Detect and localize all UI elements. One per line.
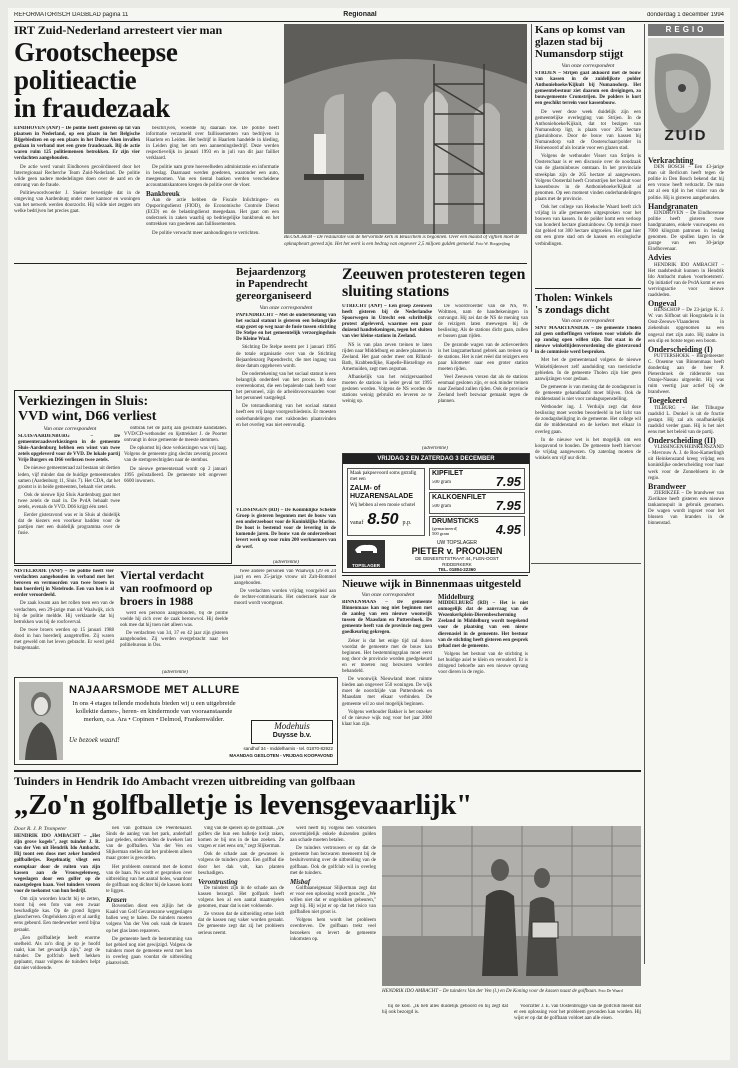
a7-headline: Nieuwe wijk in Binnenmaas uitgesteld bbox=[342, 578, 522, 590]
ad1-item-3: DRUMSTICKS (gemarineerd) 500 gram 4.95 bbox=[429, 516, 525, 536]
a7-col-1: BINNENMAAS – De gemeente Binnenmaas kan nog niet beginnen met de aanleg van een nieuwe woonwijk tussen de Maasdam en Puttershoek. De gemeente heeft van de provincie nog geen goedkeuring gekregen. Zeker is dat het enige tijd zal duren voordat de gemeente met de bouw kan beginnen. Het bestemmingsplan moet eerst nog door de provincie worden goedgekeurd en er moeten nog bezwaren worden behandeld. De woonwijk Nieuwland moet ruimte bieden aan ongeveer 550 woningen. De wijk moet de noordzijde van Puttershoek en Maasdam met elkaar verbinden. De gemeente wil zo snel mogelijk beginnen. Volgens wethouder Bakker is het onzeker of de nieuwe wijk nog voor het jaar 2000 klaar kan zijn. bbox=[342, 600, 432, 727]
a2-headline: Kans op komst van glazen stad bij Numansdorp stijgt bbox=[535, 24, 626, 60]
church-interior-illustration bbox=[284, 24, 527, 234]
modehuis-logo: Modehuis Duysse b.v. bbox=[251, 720, 333, 744]
a4-col-1: UTRECHT (ANP) – Een groep Zeeuwen heeft gisteren bij de Nederlandse Spoorwegen in Utrecht een schriftelijk protest afgeleverd, waarmee een paar duizend handtekeningen, tegen het sluiten van vier kleine stations in Zeeland. NS is van plan zeven treinen te laten rijden naar Middelburg en andere plaatsen in Zeeland. Het gaat onder meer om Rilland-Bath, Krabbendijke, Kapelle-Biezelinge en Arnemuiden, zegt men zegsman. Afhankelijk van het reizigersaanbod moeten de stations in ieder geval tot 1995 gesloten worden. Volgens de NS worden de stations weinig gebruikt en leveren ze te weinig op. bbox=[342, 304, 432, 405]
zuid-label: ZUID bbox=[664, 127, 708, 144]
a2-byline: Van onze correspondent bbox=[561, 63, 615, 69]
a3-byline: Van onze correspondent bbox=[259, 305, 313, 311]
sidebar-news: Verkrachting DEN BOSCH – Een 43-jarige man uit Berlicum heeft tegen de politie in Den Bosch bekend dat hij een vrouw heeft verkracht. De man zat al een tijd in het vizier van de politie. Hij is gisteren aangehouden. Handgranaten EINDHOVEN – De Eindhovense politie heeft gisteren twee handgranaten, enkele vuurwapens en 7000 kilogram patronen in beslag genomen. De spullen lagen in de garage van een 30-jarige Eindhovenaar. Advies HENDRIK IDO AMBACHT – Het raadsbesluit kunnen in Hendrik Ido Ambacht maken 'voorboetstem'. Op initiatief van de PvdA komt er een wervingsactie voor nieuwe raadsleden. Ongeval BENSCHOP – De 23-jarige K. J. W. van Silfhout uit Hoograkela is in Oost-Zeeuws-Vlaanderen in ziekenhuis opgenomen na een ongeval met zijn auto. Hij raakte in een slip en botste tegen een boom. Onderscheiding (I) PUTTERSHOEK – Burgemeester C. Onsenne van Binnenmaas heeft donderdag aan de heer P. Pietersbroek de ridderorde van Oranje-Nassau uitgereikt. Hij was ruim veertig jaar actief bij de brandweer. Toegekeerd TILBURG – Het Tilburgse raadslid L. Donkel is uit de fractie gestapt. Hij zal als onafhankelijk raadslid verder gaan. Hij is het niet eens met het beleid van de partij. Onderscheiding (II) VLISSINGEN/HEINKENSZAND – Mevrouw A. J. de Roo-Kamerlingh uit Heinkenszand kreeg vrijdag een koninklijke onderscheiding voor haar werk voor de Zonnebloem in de regio. Brandweer ZIERIKZEE – De brandweer van Zierikzee heeft gisteren een nieuwe tankautospuit in gebruik genomen. De wagen wordt ingezet voor het blussen van branden in de binnenstad. bbox=[648, 156, 724, 527]
photo2-caption: HENDRIK IDO AMBACHT – De tuinders Van der Ven (l.) en De Koning voor de kassen naast de golfbaan. Foto De Waard bbox=[382, 988, 623, 994]
a10-kicker: Tuinders in Hendrik Ido Ambacht vrezen uitbreiding van golfbaan bbox=[14, 775, 356, 788]
ad2-hours: MAANDAG GESLOTEN - VRIJDAG KOOPAVOND bbox=[229, 753, 333, 758]
header-left: REFORMATORISCH DAGBLAD pagina 11 bbox=[14, 12, 129, 18]
newspaper-page bbox=[8, 8, 730, 1060]
regio-banner: REGIO bbox=[648, 24, 724, 36]
a1-kicker: IRT Zuid-Nederland arresteert vier man bbox=[14, 24, 223, 37]
a9-col-3: twee andere personen van Waalwijk (29 en 24 jaar) en een 25-jarige vrouw uit Zalt-Bommel aangehouden. De verdachten worden vrijdag voorgeleid aan de rechter-commissaris. Het onderzoek naar de moord wordt voortgezet. bbox=[234, 569, 336, 607]
ad1-salad-price: 8.50 bbox=[367, 511, 399, 528]
header-right: donderdag 1 december 1994 bbox=[646, 12, 724, 18]
header-center: Regionaal bbox=[343, 11, 377, 18]
ad2-cta: Ue bezoek waard! bbox=[69, 736, 120, 744]
a5-byline: Van onze correspondent bbox=[43, 426, 97, 432]
a10-col-2: nen van golfbaan De Peerdenaard. Sinds de aanleg van het park, anderhalf jaar geleden, ondervinden de kwekers last van de golfballen. Van der Ven en Slijkerman stellen dat het probleem alleen maar groter is geworden. Het probleem ontstond met de komst van de baan. Nu wordt er gesproken over uitbreiding van het aantal holes, waardoor de golfbaan nog dichter bij de kassen komt te liggen. Krasen Bovendien dient een zijlijn het de Kaaid van Golf Gevarenzone weggeslagen ballen weg te halen. De tuinders moeten volgens Van der Ven ook vaak de krasen op het glas laten repareren. De gemeente heeft de bestemming van het gebied nog niet gewijzigd. Volgens de tuinders moet de gemeente eerst met hen in overleg gaan voordat de uitbreiding plaatsvindt. bbox=[106, 826, 192, 966]
church-interior-photo bbox=[284, 24, 527, 234]
tuinders-photo bbox=[382, 826, 641, 986]
a5-headline: Verkiezingen in Sluis: VVD wint, D66 verliest bbox=[18, 394, 157, 424]
header-rule bbox=[14, 21, 724, 22]
a4-col-2: De woordvoerder van de NS, W. Woltmen, nam de handtekeningen in ontvangst. Hij zei dat de NS de mening van de reizigers laten meewegen bij de beslissing. Als de stations dicht gaan, zullen er bussen gaan rijden. De gezonde wagen van de actievoerders is het langzamerhand gebrek aan treinen op de stations. Het is niet reëel dat reizigers een paar kilometer naar een groter station moeten rijden. Veel Zeeuwen vrezen dat als de stations eenmaal gesloten zijn, er ook minder treinen naar Zeeland zullen rijden. Ook de provincie Zeeland heeft bezwaar gemaakt tegen de plannen. bbox=[438, 304, 528, 405]
a10-col-3: ving van de spelers op de golfbaan. „De golfers die hun een balletje kwijt raken, komen ze bij ons in de kas zoeken. Ze vragen er niet eens om," zegt Slijkerman. Ook de schade aan de gewassen is volgens de tuinders groot. Een golfbal die door het dak valt, kan planten beschadigen. Verontrusting De tuinders zijn in de schade aan de kassen bezorgd. Het golfpark heeft volgens hen al een aantal maatregelen genomen, maar dat is niet voldoende. Ze vrezen dat de uitbreiding ertoe leidt dat de kassen nog vaker worden geraakt. De gemeente zegt dat zij het probleem serieus neemt. bbox=[198, 826, 284, 936]
ad1-store: UW TOPSLAGER PIETER v. PROOIJEN DE GENESTETSTRAAT 44, FLEN-OOST RIDDERKERK TEL. 01804-22360 bbox=[411, 540, 503, 572]
a8-headline: Tholen: Winkels 's zondags dicht bbox=[535, 292, 613, 316]
ad1-price-list bbox=[429, 468, 525, 536]
a1-col-1: EINDHOVEN (ANP) – De politie heeft gisteren op tal van plaatsen in Nederland, op een plaats in het Belgische Rijgebiedzen en op een plaats in het Duitse Aken invallen gedaan in verband met een grote fraudezaak. Bij de actie waren ruim 125 politiemensen betrokken. Er zijn vier verdachten aangehouden. De actie werd vanuit Eindhoven gecoördineerd door het Interregionaal Recherche Team Zuid-Nederland. De politie wilde geen nadere mededelingen doen over de aard en de omvang van de fraude. Politiewoordvoerder J. Sneker bevestigde dat in de omgeving van Aardenburg onder meer kantoor en woningen van het netwerk werden doorzocht. Hij wilde niet zeggen om welke bedrijven het precies gaat. bbox=[14, 126, 140, 215]
ad2-text: In ons 4 etages tellende modehuis bieden wij u een uitgebreide kollektie dames-, heren- en kindermode van vooraanstaande merken, o.a. Ara • Copinen • Delmod, Frankenwälder. bbox=[72, 700, 236, 723]
ad1-item-1: KIPFILET 500 gram 7.95 bbox=[429, 468, 525, 490]
modehuis-ad[interactable] bbox=[14, 677, 338, 765]
a8-byline: Van onze correspondent bbox=[561, 318, 615, 324]
a10-col-5: hij de kost. „Ik heb alles duidelijk gehoord en hij zegt dat hij ook bezorgd is. bbox=[382, 1004, 508, 1016]
ad1-badge: (advertentie) bbox=[422, 446, 448, 451]
a2-body: STRIJEN – Strijen gaat akkoord met de bouw van kassen in de zuidelijkste polder Anthoniehoeke/Kijkuit bij Numansdorp. Het gemeentebestuur ziet daarom een dreigingen, zo bouwgemeente Cromstrijen. De polders is kort een geschikt terrein voor kassenbouw. De weer deze week duidelijk zijn een gemeentelijke overlegging van Strijen. In de Anthoniehoeke/Kijkuit, dat tot bezigen van Numansdorp ligt, is plaats voor 265 hectare glastuinbouw. Door de bouw van kassen bij Numansdorp valt de Oosterschaar/polder in Heinenoord af als locatie voor een glazen stad. Volgens de wethouder Visser van Strijen is Oosterschaar is er een discussie over de noodzaak van de glastuinbouw ontstaan. In het provinciale streekplan zijn de 265 hectare al aangewezen. Volgens Oosterdal heeft Cromstrijen het besluit voor kassenbouw in de Anthoniehoeke/Kijkuit al genomen. Op een moment vinden onderhandelingen plaats met de provincie. Ook het college van Hoeksche Waard heeft zich vrijdag in alle gemeenten uitgesproken voor het bouwen van kassen. In de polder komt een verloop van honderd hectare glastuinbouw. Op termijn moet dat gebied tot 300 hectare uitgroeien. Het gaat hier om een grote stad om de kassen en ecologische verbindingen. bbox=[535, 71, 641, 247]
a1-col-2: beschrijven, woedde hij daaraan toe. De politie heeft informatie verzameld over faillissementen van bedrijven in Haarlem en Leiden. Het bedrijf in Haarlem handelde in kleding, in Leiden ging het om een aannemingsbedrijf. Deze werden respectievelijk in januari 1993 en in juli van dit jaar failliet verklaard. De politie nam grote hoeveelheden administratie en informatie in beslag. Daarnaast werden goederen, waaronder een auto, meegenomen. Van een tiental banken werden verscheidene accountantskantoren kregen de politie over de vloer. Bankbreuk Aan de actie hebben de Fiscale Inlichtingen- en Opsporingsdienst (FIOD), de Economische Controle Dienst (ECD) en de belastingdienst meegedaan. Het gaat om een onderzoek in zaken waarbij op bedriegelijke bankbreuk en het onttrekken van goederen aan faillissementen. De politie verwacht meer aanhoudingen te verrichten. bbox=[146, 126, 279, 236]
a6-body: VLISSINGEN (RD) – De Koninklijke Schelde Groep is gisteren begonnen met de bouw van een onderzeeboot voor de Koninklijke Marine. De boot is bestemd voor de levering in de komende jaren. De bouw van de onderzeeboot levert werk op voor ruim 200 werknemers van de werf. bbox=[236, 508, 336, 550]
ad1-deal-salad: Maak pakpsevoord soms gstrafig met een ZALM- of HUZARENSALADE Wij hebben al een mooie schotel vanaf 8.50 p.p. bbox=[347, 468, 425, 536]
a10-col-4: werd heeft bij volgens hen volkomen onvermijdelijk enkele duizenden gulden aan schade moeten betalen. De tuinders vertrouwen er op dat de gemeente hun bezwaren meeneemt bij de besluitvorming over de uitbreiding van de golfbaan. Ook de golfclub wil in overleg met de tuinders. Misbaf Golfbaaneigenaar Slijkerman zegt dat er voor een oplossing wordt gezocht. „We willen niet dat er ongelukken gebeuren," zegt hij. Hij wijst er op dat het risico van golfballen niet groot is. Volgens hem wordt het probleem overdreven. De golfbaan trekt veel bezoekers en levert de gemeente inkomsten op. bbox=[290, 826, 376, 942]
ad2-address: sandhof 34 - middelharnis - tel. 01870-82922 bbox=[243, 746, 333, 751]
a6-ad-note: (advertentie) bbox=[273, 560, 299, 565]
a3-body: PAPENDRECHT – Met de ondertekening van het sociaal statuut is gisteren een belangrijke stap gezet op weg naar de fusie tussen stichting De Stelpe en het gemeentelijk verzorgingshuis De Kleine Waal. Stichting De Stelpe neemt per 1 januari 1995 de totale organisatie over van de Stichting Bejaardenzorg Papendrecht, die met ingang van deze datum opgeheven wordt. De ondertekening van het sociaal statuut is een belangrijk onderdeel van het proces. In deze overeenkomst, die een bepalende taak heeft voor het personeel, zijn de arbeidsvoorwaarden voor het personeel vastgelegd. De totstandkoming van het sociaal statuut heeft een vrij lange voorgeschiedenis. Er moesten onderhandelingen met vakbonden plaatsvinden en het overleg was niet eenvoudig. bbox=[236, 313, 336, 428]
a10-col-1: Door R. J. P. Trompeter HENDRIK IDO AMBACHT – „Het zijn grove kogels", zegt tuinder J. R. van der Ven uit Hendrik Ido Ambacht. Hij toont een doos met zeker honderd golfballetjes. Regelmatig vliegt een exemplaar door de ruiten van zijn kassen aan de Vrouwgelenweg, wegeslagen door een golfer op de naastgelegen baan. Veel tuinders vrezen voor de toekomst van hun bedrijf. Om zijn woorden kracht bij te zetten, toont hij een foto van een zwaar beschadigde kas. Op de grond liggen glasscherven. Ongelukken zijn er al aardig eens gebeurd. Een medewerker werd bijna geraakt. „Een golfballetje heeft enorme snelheid. Als zo'n ding je op je hoofd raakt, kan het gevaarlijk zijn," zegt de tuinder. De golfclub heeft hekken geplaatst, maar volgens de tuinders helpt dat niet voldoende. bbox=[14, 826, 100, 972]
greenhouse-men-illustration bbox=[382, 826, 641, 986]
a10-headline: „Zo'n golfballetje is levensgevaarlijk" bbox=[14, 790, 472, 820]
topslager-logo: TOPSLAGER bbox=[347, 540, 385, 568]
cow-icon bbox=[347, 540, 385, 558]
photo1-caption: BEUSICHEM – De restauratie van de hervormde kerk in Beusichem is begonnen. Over een maand of vijftien moet de opknapbeurt gereed zijn. Het het werk is een bedrag van ongeveer 2,5 miljoen gulden gemoeid. Foto W. Hoogteijling bbox=[284, 235, 520, 247]
regio-zuid-logo bbox=[648, 38, 724, 150]
a7-byline: Van onze correspondent bbox=[361, 592, 415, 598]
a8-body: SINT MAARTENSDIJK – De gemeente Tholen zal geen ontheffingen verlenen voor winkels die op zondag open willen zijn. Dat staat in de nieuwe winkeltijdenverordening die gisteravond in de commissie werd besproken. Met het de gemeenteraad volgens de nieuwe Winkeltijdenwet zelf aanduiding van toeristische gebieden. In de gemeente Tholen zijn hier geen aanwijzingen voor gedaan. De gemeente is van mening dat de zondagsrust in de gemeente gehandhaafd moet blijven. Ook de middenstand is niet voor zondagsopenstelling. Wethouder ing. J. Verduijn zegt dat deze beslissing moet worden beoordeeld in het licht van de zondagsheiliging in de gemeente. Het college wil dat de middenstand en de kerken met elkaar in overleg gaan. In de nieuwe wet is het mogelijk om een koopavond te houden. De gemeente heeft hiervoor de vrijdag aangewezen. Op zaterdag moeten de winkels om vijf uur dicht. bbox=[535, 326, 641, 461]
ad1-item-2: KALKOENFILET 500 gram 7.95 bbox=[429, 492, 525, 514]
a5-col-2: ontbrak het de partij aan geschikte kandidaten. VVD/CD-wethouder en lijsttrekker J. de Poorter ontvangt in deze gemeente de meeste stemmen. De opkomst bij deze verkiezingen was vrij laag. Volgens de gemeente ging slechts zeventig procent van de stemgerechtigden naar de stembus. De nieuwe gemeenteraad wordt op 2 januari 1995 geïnstalleerd. De gemeente telt ongeveer 6600 inwoners. bbox=[124, 426, 227, 484]
a9-col-1: NISTELRODE (ANP) – De politie heeft vier verdachten aangehouden in verband met het beroven en vermoorden van twee broers in hun boerderij in Nistelrode. Een van hen is al eerder veroordeeld. De zaak kwam aan het rollen toen een van de verdachten, een 29-jarige man uit Waalwijk, zich bij de politie meldde. Hij verklaarde dat hij betrokken was bij de roofoverval. De twee broers werden op 15 januari 1988 dood in hun boerderij aangetroffen. Zij waren met geweld om het leven gebracht. Er werd geld buitgemaakt. bbox=[14, 569, 114, 652]
topslager-ad[interactable] bbox=[342, 453, 530, 573]
a9-col-2: werd een persoon aangehouden, bij de politie voelde hij zich over de zaak berouwvol. Hij deelde ook mee dat hij toen niet alleen was. De verdachten van 34, 37 en 42 jaar zijn gisteren aangehouden. Zij werden overgebracht naar het politiebureau in Oss. bbox=[120, 611, 228, 649]
woman-portrait-illustration bbox=[19, 682, 63, 760]
a5-col-1: SLUIS/AARDENBURG – De gemeenteraadsverkiezingen in de gemeente Sluis-Aardenburg hebben een winst van twee zetels opgeleverd voor de VVD. De lokale partij Vrije Burgers en D66 verliezen twee zetels. De nieuwe gemeenteraad zal bestaan uit dertien leden, vijf minder dan de huidige gemeenteraden samen (Aardenburg 11, Sluis 7). Het CDA, dat het grootst is in beide gemeenten, behaalt vier zetels. Ook de nieuwe lijst Sluis Aardenburg gaat met twee zetels de raad in. De PvdA behaalt twee zetels, evenals de VVD. D66 krijgt één zetel. Eerder gisteravond was er in Sluis al duidelijk dat de kiezers een voorkeur hadden voor de partijen met een duidelijk programma over de fusie. bbox=[18, 434, 120, 537]
fashion-model-photo bbox=[19, 682, 63, 760]
a3-headline: Bejaardenzorg in Papendrecht gereorganiseerd bbox=[236, 266, 312, 302]
a10-col-6: Voorzitter J. E. van Oostenbrugge van de golfclub meent dat er een oplossing voor het probleem gevonden kan worden. Hij wijst er op dat de golfbaan voldoet aan alle eisen. bbox=[514, 1004, 641, 1022]
a7-col-2: Middelburg MIDDELBURG (RD) – Het is niet onmogelijk dat de aanvraag van de Wezenkerkplein-Dierenbescherming Zeeland in Middelburg wordt toegekend voor de plaatsing van een nieuw dierenasiel in de gemeente. Het bestuur van de stichting heeft gisteren een gesprek gehad met de gemeente. Volgens het bestuur van de stichting is het huidige asiel te klein en verouderd. Er is dringend behoefte aan een nieuwe opvang voor dieren in de regio. bbox=[438, 593, 528, 676]
a1-headline: Grootscheepse politieactie in fraudezaak bbox=[14, 38, 178, 122]
ad2-headline: NAJAARSMODE MET ALLURE bbox=[69, 684, 240, 696]
a9-headline: Viertal verdacht van roofmoord op broers in 1988 bbox=[120, 569, 213, 608]
ad1-date-line: VRIJDAG 2 EN ZATERDAG 3 DECEMBER bbox=[343, 454, 529, 464]
a6-kicker: VLISSINGEN (RD) bbox=[236, 508, 280, 513]
a9-ad-note: (advertentie) bbox=[162, 670, 188, 675]
a4-headline: Zeeuwen protesteren tegen sluiting stations bbox=[342, 266, 526, 300]
